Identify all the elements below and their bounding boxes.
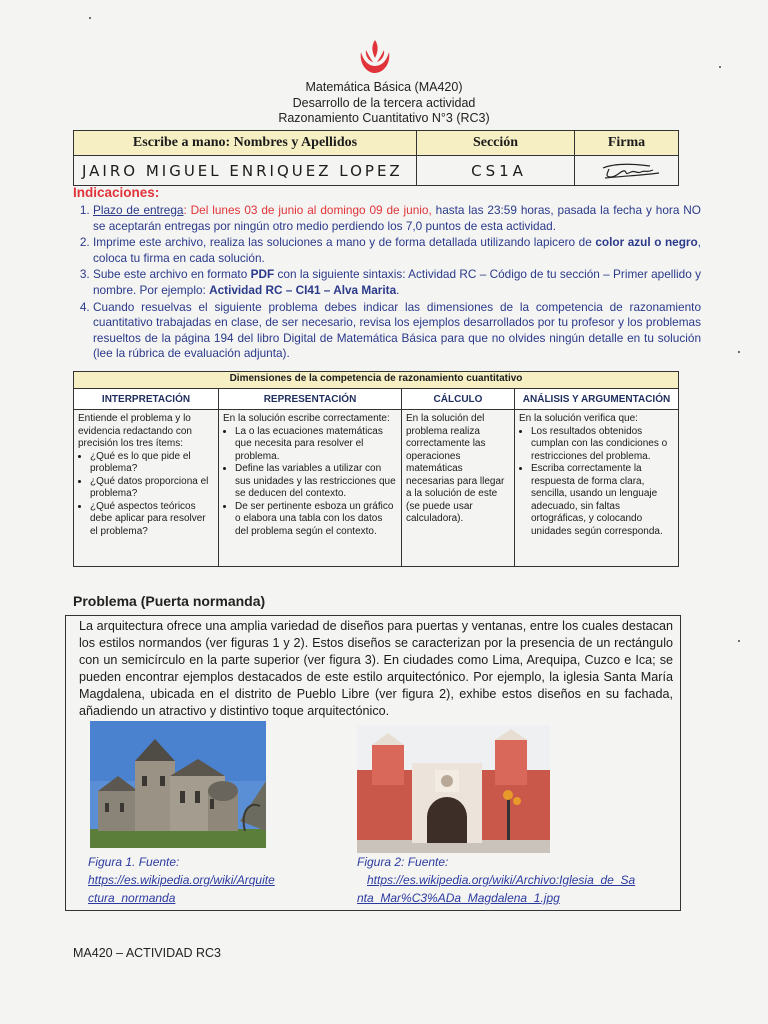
representacion-cell: En la solución escribe correctamente: • La o las ecuaciones matemáticas que necesita para resolver el problema. • Define las variables a utilizar con sus unidades y las restricciones que se deducen del contexto. • De ser pertinente esboza un gráfico o elabora una tabla con los datos del problema según el contexto. <box>219 410 402 567</box>
instruction-item: 3. Sube este archivo en formato PDF con la siguiente sintaxis: Actividad RC – Código de tu sección – Primer apellido y nombre. Por ejemplo: Actividad RC – CI41 – Alva Marita. <box>93 267 701 298</box>
figure-1-norman-church-image <box>90 721 266 848</box>
signature-header: Firma <box>575 131 679 156</box>
scan-dot <box>89 17 91 19</box>
student-name-value[interactable]: JAIRO MIGUEL ENRIQUEZ LOPEZ <box>74 156 417 186</box>
course-title: Matemática Básica (MA420) <box>305 80 463 94</box>
figure-1-caption: Figura 1. Fuente: https://es.wikipedia.org/wiki/Arquitectura_normanda <box>88 855 275 905</box>
interpretacion-cell: Entiende el problema y lo evidencia redactando con precisión los tres ítems: • ¿Qué es lo que pide el problema? • ¿Qué datos proporciona el problema? • ¿Qué aspectos teóricos debe aplicar para resolver el problema? <box>74 410 219 567</box>
figure-2-church-facade-image <box>357 725 550 853</box>
activity-subtitle: Razonamiento Cuantitativo N°3 (RC3) <box>278 111 490 125</box>
section-header: Sección <box>417 131 575 156</box>
instruction-item: 1. Plazo de entrega: Del lunes 03 de junio al domingo 09 de junio, hasta las 23:59 horas, pasada la fecha y hora NO se aceptarán entregas por ningún otro medio perdiendo los 7,0 puntos de esta actividad. <box>93 203 701 234</box>
figure-2-caption: Figura 2: Fuente: https://es.wikipedia.org/wiki/Archivo:Iglesia_de_Santa_Mar%C3%ADa_Magdalena_1.jpg <box>357 855 636 905</box>
instruction-item: 4. Cuando resuelvas el siguiente problema debes indicar las dimensiones de la competencia de razonamiento cuantitativo trabajadas en clase, de ser necesario, revisa los ejemplos desarrollados por tu profesor y los problemas resueltos de la página 194 del libro Digital de Matemática Básica para que no olvides ningún detalle en tu solución (lee la rúbrica de evaluación adjunta). <box>93 300 701 362</box>
analisis-cell: En la solución verifica que: • Los resultados obtenidos cumplan con las condiciones o restricciones del problema. • Escriba correctamente la respuesta de forma clara, sencilla, usando un lenguaje adecuado, sin faltas ortográficas, y colocando unidades según corresponda. <box>515 410 679 567</box>
section-value[interactable]: CS1A <box>417 156 575 186</box>
competency-table <box>73 371 679 567</box>
problem-title: Problema (Puerta normanda) <box>73 593 266 609</box>
calculo-cell: En la solución del problema realiza correctamente las operaciones matemáticas necesarias para llegar a la solución de este (se puede usar calculadora). <box>402 410 515 567</box>
deadline-label: Plazo de entrega <box>93 203 184 217</box>
indicaciones-title: Indicaciones: <box>73 185 160 200</box>
problem-text: La arquitectura ofrece una amplia variedad de diseños para puertas y ventanas, entre los cuales destacan los estilos normandos (ver figuras 1 y 2). Estos diseños se caracterizan por la presencia de un rectángulo con un semicírculo en la parte superior (ver figura 3). En ciudades como Lima, Arequipa, Cuzco e Ica; se pueden encontrar ejemplos destacados de este estilo arquitectónico. Por ejemplo, la iglesia Santa María Magdalena, ubicada en el distrito de Pueblo Libre (ver figura 2), exhibe estos diseños en su fachada, añadiendo un atractivo y distintivo toque arquitectónico. <box>79 619 673 718</box>
figure-1-source-link[interactable]: https://es.wikipedia.org/wiki/Arquitectura_normanda <box>88 873 275 905</box>
col-interpretacion: INTERPRETACIÓN <box>74 389 219 410</box>
activity-title: Desarrollo de la tercera actividad <box>292 96 476 110</box>
competency-table-title: Dimensiones de la competencia de razonamiento cuantitativo <box>74 372 679 389</box>
names-header: Escribe a mano: Nombres y Apellidos <box>74 131 417 156</box>
scan-dot <box>738 351 740 353</box>
scan-dot <box>738 640 740 642</box>
col-analisis: ANÁLISIS Y ARGUMENTACIÓN <box>515 389 679 410</box>
figure-2-source-link[interactable]: https://es.wikipedia.org/wiki/Archivo:Iglesia_de_Santa_Mar%C3%ADa_Magdalena_1.jpg <box>357 873 636 905</box>
col-representacion: REPRESENTACIÓN <box>219 389 402 410</box>
university-logo-icon <box>357 38 393 76</box>
page-footer: MA420 – ACTIVIDAD RC3 <box>73 946 221 960</box>
col-calculo: CÁLCULO <box>402 389 515 410</box>
student-info-table <box>73 130 679 186</box>
scan-dot <box>719 66 721 68</box>
instructions-list <box>73 203 701 363</box>
instruction-item: 2. Imprime este archivo, realiza las soluciones a mano y de forma detallada utilizando lapicero de color azul o negro, coloca tu firma en cada solución. <box>93 235 701 266</box>
handwritten-signature-icon <box>595 160 665 182</box>
signature-field[interactable] <box>575 156 679 186</box>
